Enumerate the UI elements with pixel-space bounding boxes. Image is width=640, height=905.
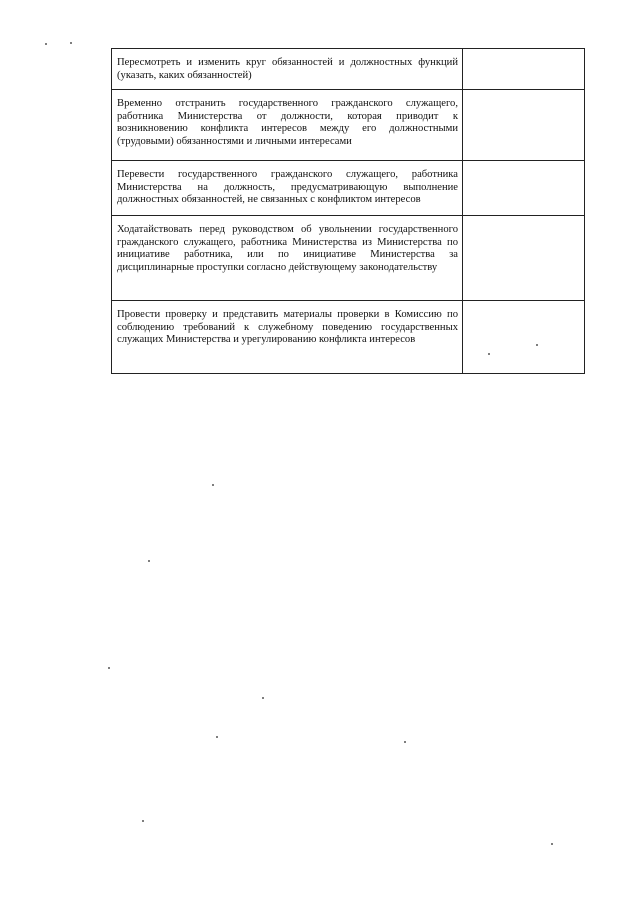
measure-text-cell: Перевести государственного гражданского служащего, работника Министерства на должность, предусматривающую выполнение должностных обязанностей, не связанных с конфликтом интересов bbox=[112, 161, 463, 216]
table-row bbox=[112, 90, 585, 161]
scan-speck bbox=[404, 741, 406, 743]
mark-cell[interactable] bbox=[463, 216, 585, 301]
measure-text-cell: Провести проверку и представить материалы проверки в Комиссию по соблюдению требований к служебному поведению государственных служащих Министерства и урегулированию конфликта интересов bbox=[112, 301, 463, 374]
mark-cell[interactable] bbox=[463, 301, 585, 374]
mark-cell[interactable] bbox=[463, 161, 585, 216]
scan-speck bbox=[148, 560, 150, 562]
scan-speck bbox=[262, 697, 264, 699]
mark-cell[interactable] bbox=[463, 90, 585, 161]
measure-text-cell: Временно отстранить государственного гражданского служащего, работника Министерства от должности, которая приводит к возникновению конфликта интересов между его должностными (трудовыми) обязанностями и личными интересами bbox=[112, 90, 463, 161]
scan-speck bbox=[488, 353, 490, 355]
measure-text-cell: Ходатайствовать перед руководством об увольнении государственного гражданского служащего, работника Министерства из Министерства по инициативе работника, или по инициативе Министерства за дисциплинарные проступки согласно действующему законодательству bbox=[112, 216, 463, 301]
scan-speck bbox=[108, 667, 110, 669]
scan-speck bbox=[536, 344, 538, 346]
scan-speck bbox=[142, 820, 144, 822]
table-row bbox=[112, 301, 585, 374]
measure-text-cell: Пересмотреть и изменить круг обязанностей и должностных функций (указать, каких обязанностей) bbox=[112, 49, 463, 90]
scan-speck bbox=[212, 484, 214, 486]
table-row bbox=[112, 49, 585, 90]
table-row bbox=[112, 161, 585, 216]
scan-speck bbox=[216, 736, 218, 738]
scan-speck bbox=[45, 43, 47, 45]
mark-cell[interactable] bbox=[463, 49, 585, 90]
measures-table bbox=[111, 48, 585, 374]
scan-speck bbox=[551, 843, 553, 845]
scan-speck bbox=[70, 42, 72, 44]
table-row bbox=[112, 216, 585, 301]
